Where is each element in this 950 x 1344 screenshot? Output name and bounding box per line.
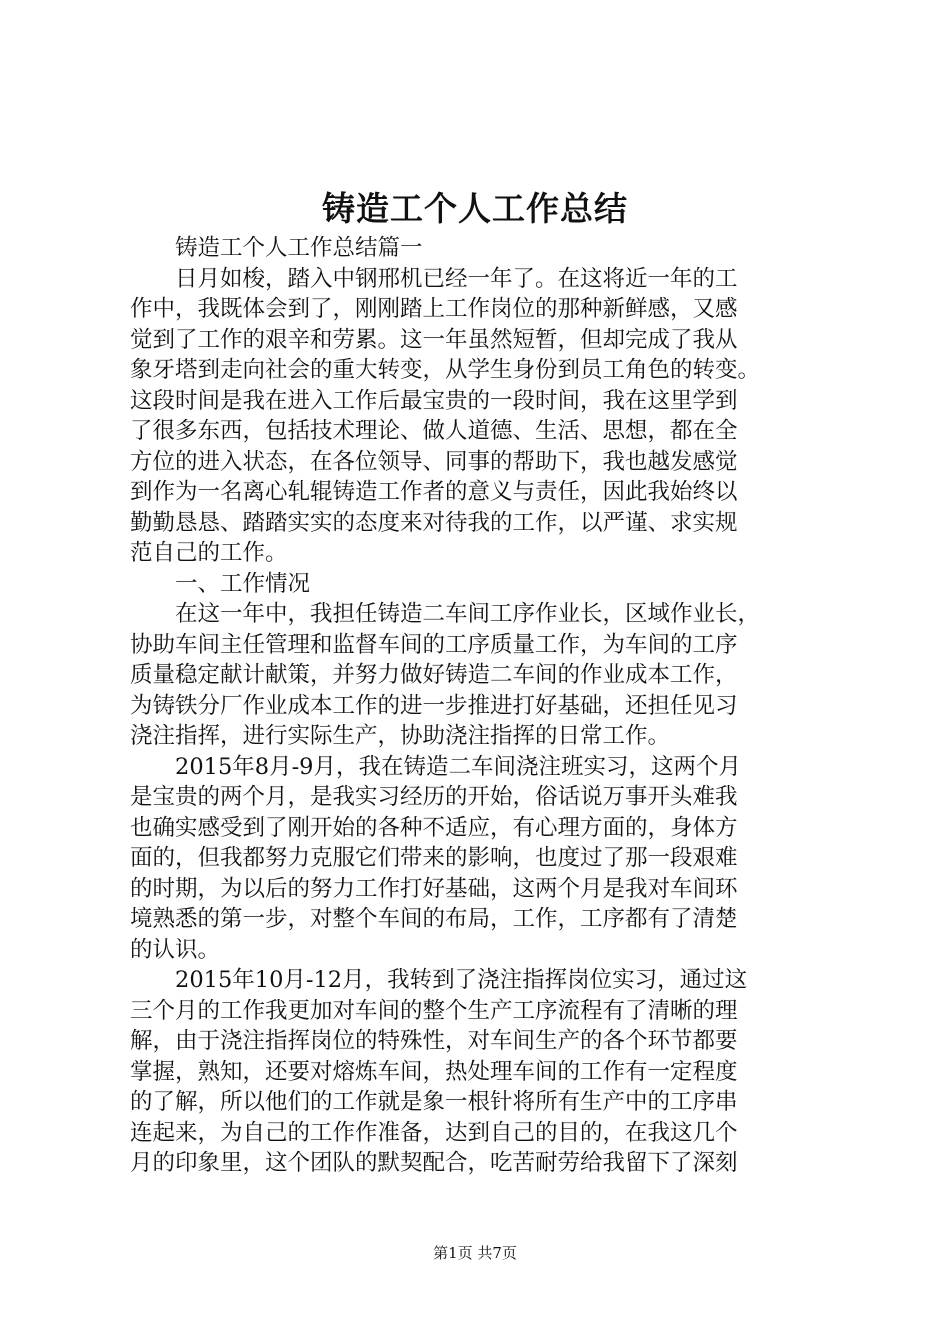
body-line: 质量稳定献计献策，并努力做好铸造二车间的作业成本工作， <box>130 662 738 688</box>
body-line: 境熟悉的第一步，对整个车间的布局，工作，工序都有了清楚 <box>130 906 738 932</box>
body-line: 到作为一名离心轧辊铸造工作者的意义与责任，因此我始终以 <box>130 479 738 505</box>
body-line: 解，由于浇注指挥岗位的特殊性，对车间生产的各个环节都要 <box>130 1028 738 1054</box>
body-line: 在这一年中，我担任铸造二车间工序作业长，区域作业长， <box>130 601 761 627</box>
body-line: 这段时间是我在进入工作后最宝贵的一段时间，我在这里学到 <box>130 387 738 414</box>
body-line: 2015年10月-12月，我转到了浇注指挥岗位实习，通过这 <box>130 967 748 993</box>
body-line: 月的印象里，这个团队的默契配合，吃苦耐劳给我留下了深刻 <box>130 1150 738 1176</box>
body-line: 作中，我既体会到了，刚刚踏上工作岗位的那种新鲜感，又感 <box>130 296 738 322</box>
body-line: 一、工作情况 <box>130 570 311 597</box>
body-line: 掌握，熟知，还要对熔炼车间，热处理车间的工作有一定程度 <box>130 1058 738 1085</box>
body-line: 是宝贵的两个月，是我实习经历的开始，俗话说万事开头难我 <box>130 784 738 810</box>
body-line: 方位的进入状态，在各位领导、同事的帮助下，我也越发感觉 <box>130 448 738 475</box>
body-line: 三个月的工作我更加对车间的整个生产工序流程有了清晰的理 <box>130 997 738 1024</box>
body-line: 协助车间主任管理和监督车间的工序质量工作，为车间的工序 <box>130 631 738 658</box>
body-line: 浇注指挥，进行实际生产，协助浇注指挥的日常工作。 <box>130 723 671 749</box>
document-title: 铸造工个人工作总结 <box>322 189 628 228</box>
body-line: 范自己的工作。 <box>130 540 288 566</box>
body-line: 勤勤恳恳、踏踏实实的态度来对待我的工作，以严谨、求实规 <box>130 509 738 536</box>
body-line: 面的，但我都努力克服它们带来的影响，也度过了那一段艰难 <box>130 845 738 871</box>
body-line: 的时期，为以后的努力工作打好基础，这两个月是我对车间环 <box>130 875 738 902</box>
body-line: 也确实感受到了刚开始的各种不适应，有心理方面的，身体方 <box>130 814 738 841</box>
body-line: 象牙塔到走向社会的重大转变，从学生身份到员工角色的转变。 <box>130 357 761 383</box>
body-line: 2015年8月-9月，我在铸造二车间浇注班实习，这两个月 <box>130 753 741 780</box>
body-line: 觉到了工作的艰辛和劳累。这一年虽然短暂，但却完成了我从 <box>130 326 738 353</box>
body-line: 连起来，为自己的工作作准备，达到自己的目的，在我这几个 <box>130 1119 738 1146</box>
body-line: 为铸铁分厂作业成本工作的进一步推进打好基础，还担任见习 <box>130 692 738 719</box>
body-line: 的认识。 <box>130 936 221 963</box>
body-line: 了很多东西，包括技术理论、做人道德、生活、思想，都在全 <box>130 418 738 444</box>
document-body <box>130 233 830 1179</box>
body-line: 的了解，所以他们的工作就是象一根针将所有生产中的工序串 <box>130 1089 738 1115</box>
body-line: 日月如梭，踏入中钢邢机已经一年了。在这将近一年的工 <box>130 265 738 292</box>
body-line: 铸造工个人工作总结篇一 <box>130 235 423 261</box>
page-footer: 第1页 共7页 <box>433 1244 517 1262</box>
